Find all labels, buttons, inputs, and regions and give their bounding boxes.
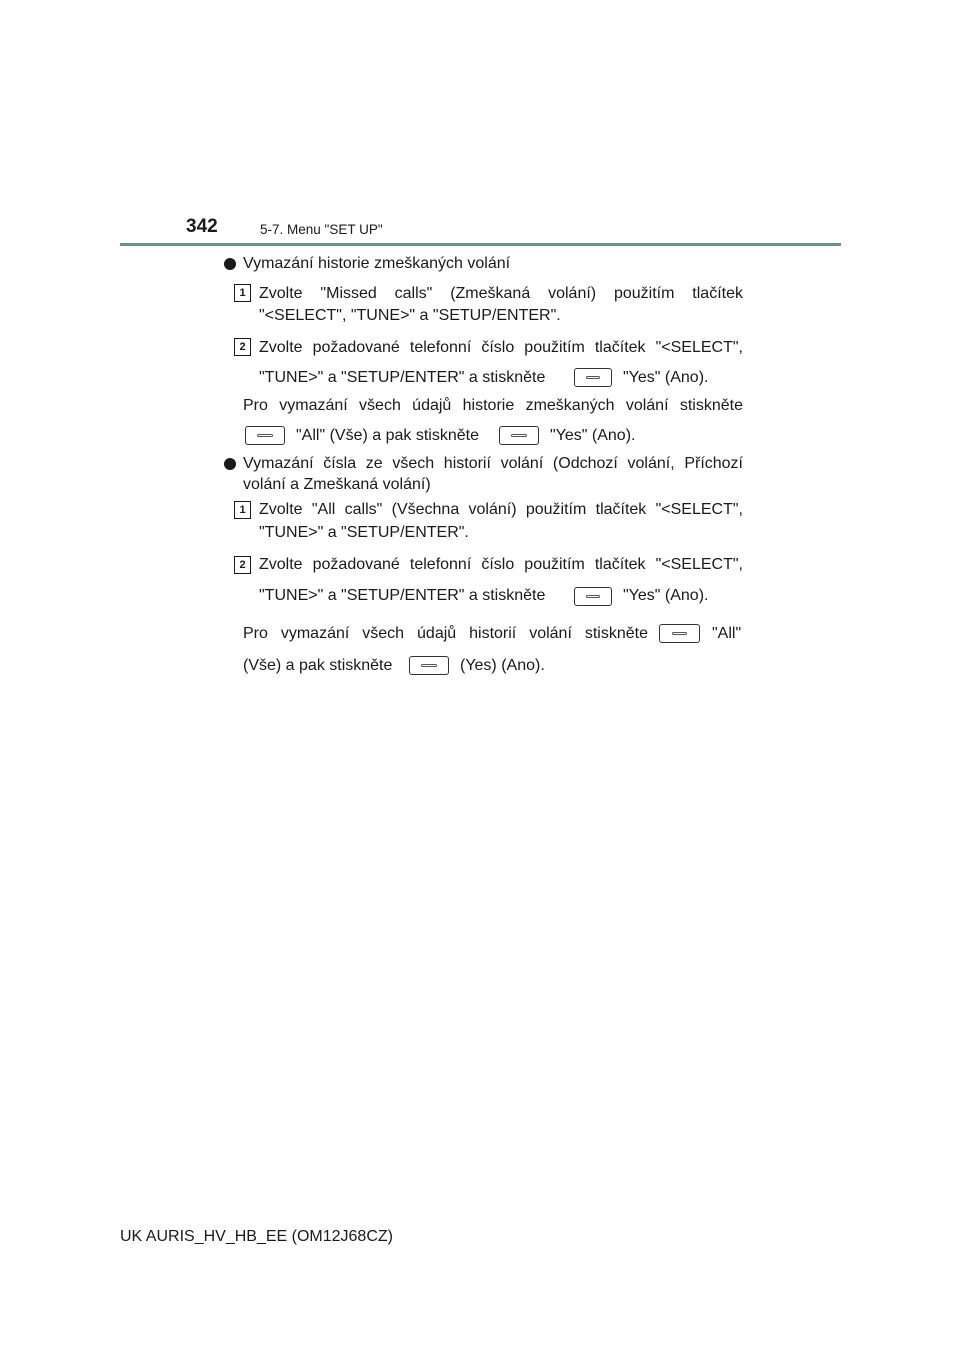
step-text: "<SELECT", "TUNE>" a "SETUP/ENTER". [259, 307, 561, 324]
step-text: "Yes" (Ano). [623, 587, 709, 604]
header-divider [120, 243, 841, 246]
key-button-icon [409, 656, 449, 675]
step-text: "TUNE>" a "SETUP/ENTER" a stiskněte [259, 587, 546, 604]
bullet-title: volání a Zmeškaná volání) [243, 476, 431, 493]
step-number-badge: 2 [234, 338, 251, 356]
step-number-badge: 1 [234, 501, 251, 519]
key-button-icon [574, 587, 612, 606]
bullet-title: Vymazání historie zmeškaných volání [243, 255, 511, 272]
step-text: "TUNE>" a "SETUP/ENTER". [259, 524, 469, 541]
key-button-icon [245, 426, 285, 445]
step-text: "Yes" (Ano). [623, 369, 709, 386]
key-button-icon [659, 624, 700, 643]
note-text: "All" (Vše) a pak stiskněte [296, 427, 479, 444]
key-button-icon [499, 426, 539, 445]
note-text: (Yes) (Ano). [460, 657, 545, 674]
note-text: (Vše) a pak stiskněte [243, 657, 393, 674]
bullet-title: Vymazání čísla ze všech historií volání (Odchozí volání, Příchozí [243, 455, 743, 472]
document-code: UK AURIS_HV_HB_EE (OM12J68CZ) [120, 1228, 393, 1245]
step-text: Zvolte "Missed calls" (Zmeškaná volání) použitím tlačítek [259, 285, 743, 302]
note-text: Pro vymazání všech údajů historie zmeškaných volání stiskněte [243, 397, 743, 414]
step-text: Zvolte požadované telefonní číslo použitím tlačítek "<SELECT", [259, 339, 743, 356]
note-text: Pro vymazání všech údajů historií volání stiskněte [243, 625, 648, 642]
key-button-icon [574, 368, 612, 387]
step-text: Zvolte požadované telefonní číslo použitím tlačítek "<SELECT", [259, 556, 743, 573]
step-text: "TUNE>" a "SETUP/ENTER" a stiskněte [259, 369, 546, 386]
bullet-icon [224, 458, 236, 470]
note-text: "Yes" (Ano). [550, 427, 636, 444]
step-number-badge: 1 [234, 284, 251, 302]
page-number: 342 [186, 216, 218, 237]
bullet-icon [224, 258, 236, 270]
note-text: "All" [712, 625, 742, 642]
section-title: 5-7. Menu "SET UP" [260, 222, 383, 237]
step-text: Zvolte "All calls" (Všechna volání) použitím tlačítek "<SELECT", [259, 501, 743, 518]
step-number-badge: 2 [234, 556, 251, 574]
